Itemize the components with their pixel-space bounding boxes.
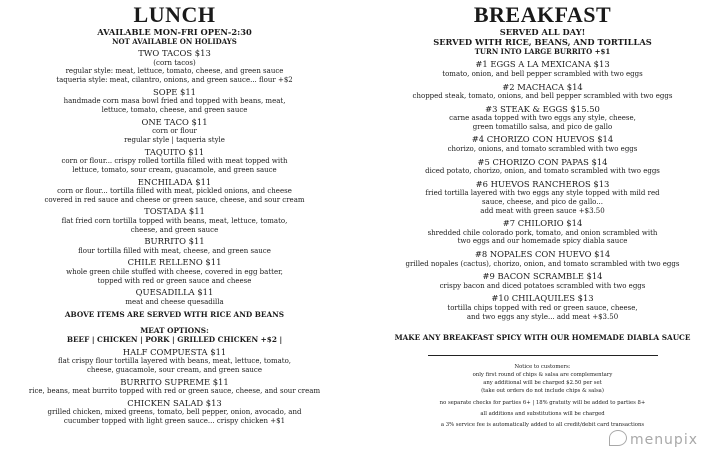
menu-item-description: covered in red sauce and cheese or green sauce, cheese, and sour cream <box>44 195 305 204</box>
lunch-availability: AVAILABLE MON-FRI OPEN-2:30 <box>97 27 252 37</box>
menu-item-description: (corn tacos) <box>153 58 196 67</box>
menu-item-name: SOPE $11 <box>153 86 196 97</box>
menu-item-description: taqueria style: meat, cilantro, onions, and green sauce... flour +$2 <box>56 76 293 85</box>
menu-item-description: crispy bacon and diced potatoes scrambled with two eggs <box>439 281 646 290</box>
menu-item <box>380 104 705 132</box>
menu-item-description: tortilla chips topped with red or green sauce, cheese, <box>447 303 638 312</box>
breakfast-burrito-note: TURN INTO LARGE BURRITO +$1 <box>474 47 611 57</box>
notice-line: no separate checks for parties 6+ | 18% gratuity will be added to parties 8+ <box>439 399 646 406</box>
menu-item-description: meat and cheese quesadilla <box>125 297 224 306</box>
menu-item-description: whole green chile stuffed with cheese, covered in egg batter, <box>66 267 283 276</box>
breakfast-menu <box>380 0 705 429</box>
menu-item-name: #7 CHILORIO $14 <box>502 218 583 229</box>
menu-item-name: TOSTADA $11 <box>144 206 205 217</box>
menu-item-name: #3 STEAK & EGGS $15.50 <box>485 103 600 114</box>
menu-item <box>380 218 705 246</box>
breakfast-items <box>380 59 705 321</box>
menu-item-name: #6 HUEVOS RANCHEROS $13 <box>475 178 610 189</box>
notice-title: Notice to customers: <box>514 363 571 370</box>
meat-options: BEEF | CHICKEN | PORK | GRILLED CHICKEN +$2 | <box>66 335 283 345</box>
menu-item <box>380 157 705 176</box>
menu-item-name: #5 CHORIZO CON PAPAS $14 <box>477 156 608 167</box>
breakfast-title: BREAKFAST <box>473 2 612 27</box>
watermark-text: menupix <box>629 432 698 448</box>
menu-item-name: ENCHILADA $11 <box>137 176 212 187</box>
menu-item-name: CHILE RELLENO $11 <box>127 257 222 268</box>
menupix-logo-icon <box>609 430 627 446</box>
menu-item <box>22 117 327 145</box>
menu-item-description: green tomatillo salsa, and pico de gallo <box>472 122 613 131</box>
menu-item-name: HALF COMPUESTA $11 <box>122 346 227 357</box>
notice-line: only first round of chips & salsa are complementary <box>472 372 613 379</box>
menu-item <box>22 347 327 375</box>
menu-item-description: tomato, onion, and bell pepper scrambled with two eggs <box>442 69 643 78</box>
notice-line: all additions and substitutions will be charged <box>480 410 605 417</box>
menu-item-description: fried tortilla layered with two eggs any style topped with mild red <box>425 188 660 197</box>
menu-item-description: and two eggs any style... add meat +$3.50 <box>466 312 619 321</box>
menu-item-description: lettuce, tomato, sour cream, guacamole, and green sauce <box>72 165 277 174</box>
menu-item <box>380 134 705 153</box>
lunch-menu <box>22 0 327 426</box>
menu-item-description: grilled chicken, mixed greens, tomato, bell pepper, onion, avocado, and <box>47 408 302 417</box>
lunch-items <box>22 48 327 306</box>
menu-item-name: QUESADILLA $11 <box>135 287 214 298</box>
breakfast-spicy-note: MAKE ANY BREAKFAST SPICY WITH OUR HOMEMADE DIABLA SAUCE <box>394 333 691 343</box>
menu-item-description: lettuce, tomato, cheese, and green sauce <box>101 105 248 114</box>
menu-item-description: grilled nopales (cactus), chorizo, onion, and tomato scrambled with two eggs <box>405 259 680 268</box>
menu-item-description: diced potato, chorizo, onion, and tomato scrambled with two eggs <box>425 166 660 175</box>
menu-item-description: flat crispy flour tortilla layered with beans, meat, lettuce, tomato, <box>57 357 292 366</box>
menu-item-name: BURRITO $11 <box>144 236 205 247</box>
menu-item <box>22 206 327 234</box>
breakfast-served-all-day: SERVED ALL DAY! <box>499 27 586 37</box>
lunch-served-note: ABOVE ITEMS ARE SERVED WITH RICE AND BEANS <box>64 310 285 320</box>
menu-item <box>22 87 327 115</box>
menu-item-name: TWO TACOS $13 <box>138 48 211 59</box>
menu-item-name: BURRITO SUPREME $11 <box>120 376 229 387</box>
menu-item-name: ONE TACO $11 <box>141 116 208 127</box>
menu-item-name: CHICKEN SALAD $13 <box>127 397 222 408</box>
menu-item-description: flour tortilla filled with meat, cheese, and green sauce <box>78 246 271 255</box>
notice-line: (take out orders do not include chips & salsa) <box>481 388 604 395</box>
menu-item-description: topped with red or green sauce and cheese <box>97 276 252 285</box>
menu-item <box>380 249 705 268</box>
notice-line: any additional will be charged $2.50 per set <box>483 380 602 387</box>
menu-item-name: #9 BACON SCRAMBLE $14 <box>482 271 603 282</box>
menu-item-description: corn or flour... crispy rolled tortilla filled with meat topped with <box>61 156 288 165</box>
notice-line: a 3% service fee is automatically added to all credit/debit card transactions <box>440 422 645 429</box>
menu-item-description: chopped steak, tomato, onions, and bell pepper scrambled with two eggs <box>412 91 673 100</box>
meat-options-title: MEAT OPTIONS: <box>140 325 209 335</box>
menu-item <box>22 398 327 426</box>
lunch-items-2 <box>22 347 327 426</box>
menu-item <box>22 147 327 175</box>
menu-item-name: #4 CHORIZO CON HUEVOS $14 <box>471 134 614 145</box>
menu-item-description: carne asada topped with two eggs any style, cheese, <box>449 113 636 122</box>
menu-item-description: regular style | taqueria style <box>124 135 225 144</box>
menu-item-description: handmade corn masa bowl fried and topped with beans, meat, <box>63 97 286 106</box>
menu-item-description: corn or flour... tortilla filled with meat, pickled onions, and cheese <box>57 186 292 195</box>
menu-item <box>22 287 327 306</box>
menu-item-name: #1 EGGS A LA MEXICANA $13 <box>475 59 610 70</box>
menu-item <box>22 177 327 205</box>
menu-item-name: #2 MACHACA $14 <box>502 81 583 92</box>
lunch-title: LUNCH <box>133 2 216 27</box>
menu-item <box>380 271 705 290</box>
menu-item-description: cucumber topped with light green sauce... crispy chicken +$1 <box>63 417 286 425</box>
menu-item-description: rice, beans, meat burrito topped with red or green sauce, cheese, and sour cream <box>28 387 321 396</box>
menu-item <box>380 293 705 321</box>
menu-item-description: add meat with green sauce +$3.50 <box>480 206 605 215</box>
menu-item-name: #10 CHILAQUILES $13 <box>491 293 594 304</box>
menu-item-description: sauce, cheese, and pico de gallo... <box>482 197 603 206</box>
menu-item-description: two eggs and our homemade spicy diabla sauce <box>457 237 628 246</box>
menu-item-description: cheese, guacamole, sour cream, and green sauce <box>87 366 262 375</box>
breakfast-served-with: SERVED WITH RICE, BEANS, AND TORTILLAS <box>433 37 652 48</box>
menu-item-description: shredded chile colorado pork, tomato, and onion scrambled with <box>427 228 658 237</box>
menu-item <box>380 82 705 101</box>
menu-item <box>22 48 327 85</box>
menu-item-description: cheese, and green sauce <box>130 225 219 234</box>
menu-item-description: corn or flour <box>152 127 197 136</box>
menu-item-description: regular style: meat, lettuce, tomato, cheese, and green sauce <box>65 67 284 76</box>
menu-item <box>380 59 705 78</box>
menu-item-description: chorizo, onions, and tomato scrambled with two eggs <box>447 144 638 153</box>
menu-item <box>22 377 327 396</box>
menu-item <box>380 179 705 216</box>
menu-item-name: #8 NOPALES CON HUEVO $14 <box>474 249 611 260</box>
menu-item <box>22 236 327 255</box>
menu-item <box>22 257 327 285</box>
menupix-watermark <box>609 430 698 448</box>
lunch-holidays-note: NOT AVAILABLE ON HOLIDAYS <box>112 37 237 47</box>
notice-divider <box>428 355 658 356</box>
menu-item-description: flat fried corn tortilla topped with beans, meat, lettuce, tomato, <box>61 216 288 225</box>
menu-item-name: TAQUITO $11 <box>144 146 205 157</box>
